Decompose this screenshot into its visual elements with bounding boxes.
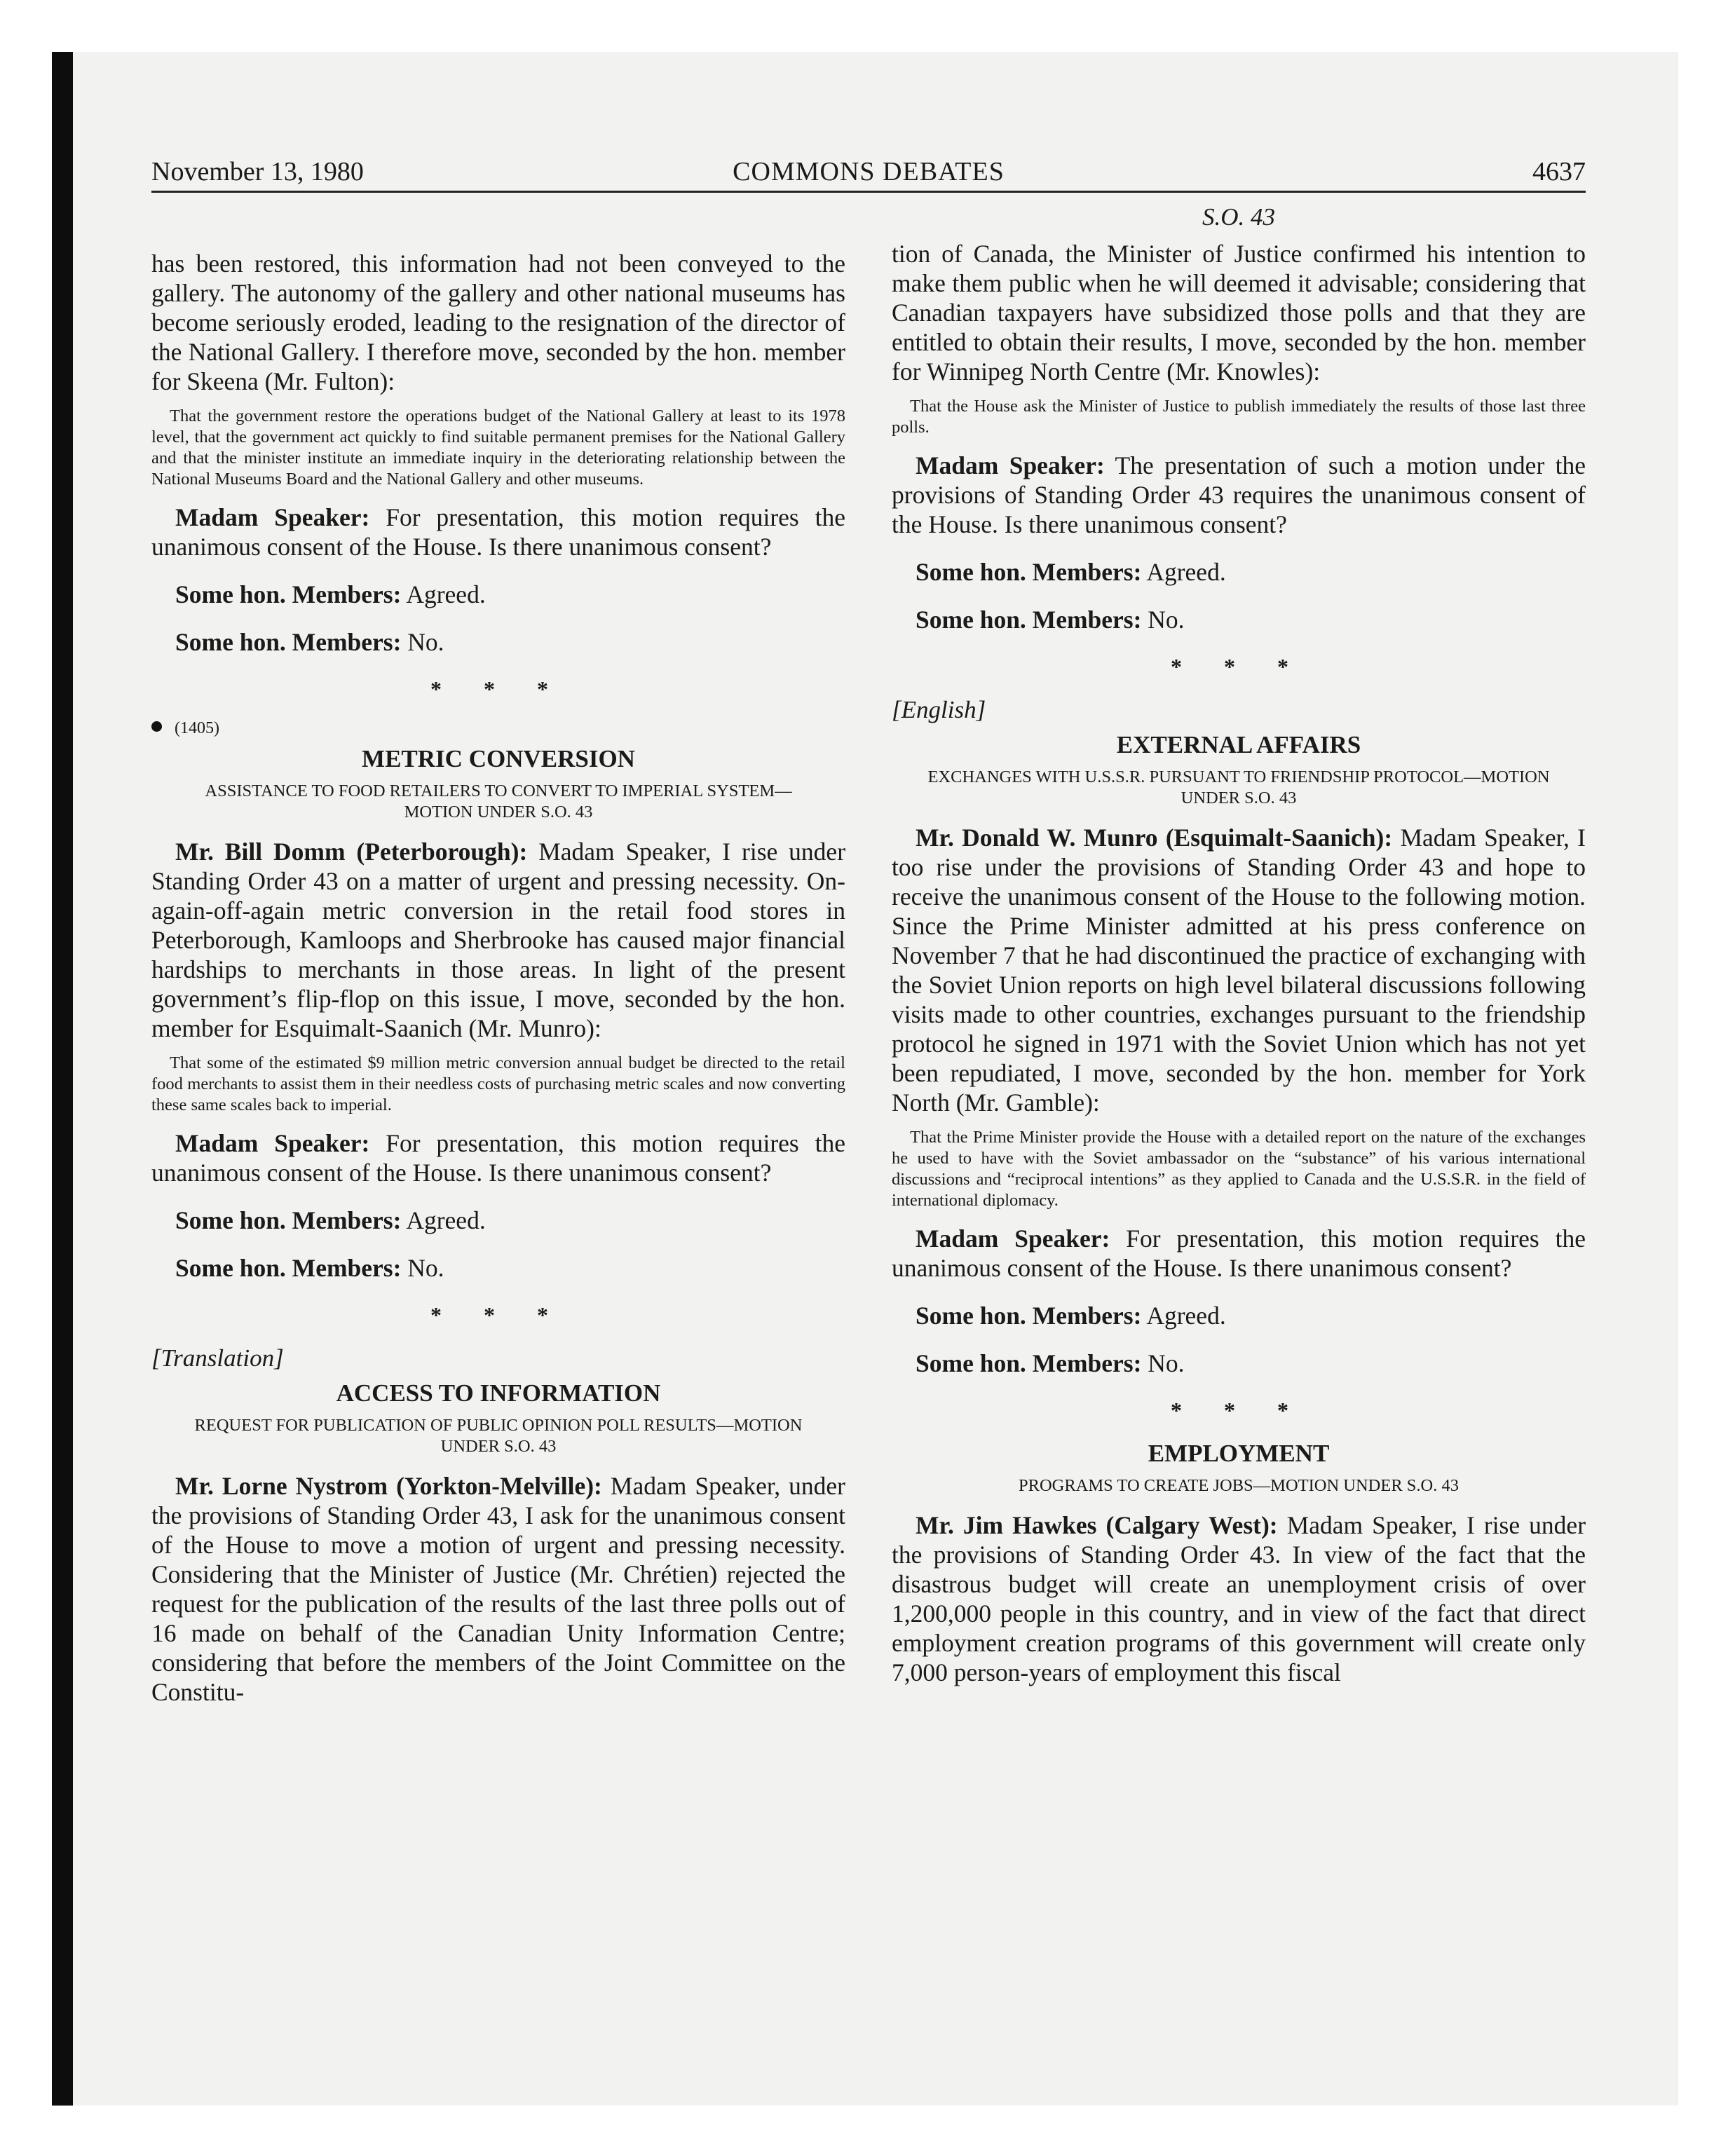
members-label: Some hon. Members: [916,1302,1142,1330]
members-label: Some hon. Members: [175,580,402,608]
speaker-text: The presentation of such a motion under the provisions of Standing Order 43 requires the unanimous consent of the House. Is there unanimous consent? [892,451,1586,538]
speech-text: Madam Speaker, under the provisions of Standing Order 43, I ask for the unanimous consent of the House to move a motion of urgent and pressing necessity. Considering that the Minister of Justice (Mr. Chrétien) rejected the request for the publication of the results of the last three polls out of 16 made on behalf of the Canadian Unity Information Centre; considering that before the members of the Joint Committee on the Constitu- [151,1472,846,1706]
vote-no [151,1253,845,1283]
speech-munro [892,823,1586,1117]
section-heading-metric: METRIC CONVERSION [362,745,635,772]
members-label: Some hon. Members: [916,606,1142,634]
header-date: November 13, 1980 [151,157,364,186]
page [151,156,1586,2048]
speaker-name: Madam Speaker: [175,503,370,531]
vote-agreed [151,1206,845,1235]
speech-text: Madam Speaker, I too rise under the provisions of Standing Order 43 and hope to receive the unanimous consent of the House to the following motion. Since the Prime Minister admitted at his press conference on November 7 that he had discontinued the practice of exchanging with the Soviet Union reports on high level bilateral discussions following visits made to other countries, exchanges pursuant to the friendship protocol he signed in 1971 with the Soviet Union which has not yet been repudiated, I move, seconded by the hon. member for York North (Mr. Gamble): [892,824,1586,1117]
scan-edge-bar [52,52,73,2106]
speaker-statement [892,451,1586,539]
speech-domm [151,837,845,1043]
speaker-name: Madam Speaker: [175,1129,370,1157]
section-subheading-employment: PROGRAMS TO CREATE JOBS—MOTION UNDER S.O. 43 [1018,1476,1460,1495]
left-column [151,249,845,1707]
speaker-text: For presentation, this motion requires the unanimous consent of the House. Is there unanimous consent? [151,503,845,561]
right-column [892,203,1586,1687]
language-marker: [English] [892,696,986,723]
speech-text: Madam Speaker, I rise under Standing Order 43 on a matter of urgent and pressing necessity. On-again-off-again metric conversion in the retail food stores in Peterborough, Kamloops and Sherbrooke has caused major financial hardships to merchants in those areas. In light of the present government’s flip-flop on this issue, I move, seconded by the hon. member for Esquimalt-Saanich (Mr. Munro): [151,838,846,1042]
speaker-statement [151,1128,845,1187]
standing-order-label: S.O. 43 [1202,203,1276,231]
vote-text: Agreed. [406,580,486,608]
vote-text: No. [1148,1349,1185,1377]
vote-text: No. [1148,606,1185,634]
speech-hawkes [892,1510,1586,1687]
motion-quote-gallery: That the government restore the operations budget of the National Gallery at least to its 1978 level, that the government act quickly to find suitable permanent premises for the National Gallery and that the minister institute an immediate inquiry in the deteriorating relationship between the National Museums Board and the National Gallery and other museums. [151,407,845,489]
members-label: Some hon. Members: [916,1349,1142,1377]
section-separator: * * * [430,676,566,702]
speaker-name: Mr. Lorne Nystrom (Yorkton-Melville): [175,1472,602,1500]
speaker-text: For presentation, this motion requires the unanimous consent of the House. Is there unanimous consent? [151,1129,845,1187]
section-subheading-metric: ASSISTANCE TO FOOD RETAILERS TO CONVERT TO IMPERIAL SYSTEM—MOTION UNDER S.O. 43 [205,782,792,821]
paragraph-opening: has been restored, this information had not been conveyed to the gallery. The autonomy of the gallery and other national museums has become seriously eroded, leading to the resignation of the director of the National Gallery. I therefore move, seconded by the hon. member for Skeena (Mr. Fulton): [151,250,845,395]
section-subheading-access: REQUEST FOR PUBLICATION OF PUBLIC OPINION POLL RESULTS—MOTION UNDER S.O. 43 [194,1416,803,1456]
speaker-name: Mr. Donald W. Munro (Esquimalt-Saanich): [916,824,1393,852]
running-head [151,156,1586,193]
vote-text: Agreed. [1146,558,1226,586]
section-heading-employment: EMPLOYMENT [1148,1440,1330,1467]
motion-quote-polls: That the House ask the Minister of Justice to publish immediately the results of those last three polls. [892,397,1586,437]
speech-nystrom [151,1471,845,1707]
vote-text: Agreed. [1146,1302,1226,1330]
vote-no [151,627,845,657]
time-stamp [151,718,845,739]
speaker-name: Mr. Jim Hawkes (Calgary West): [916,1511,1278,1539]
paragraph-continuation: tion of Canada, the Minister of Justice confirmed his intention to make them public when he will deemed it advisable; considering that Canadian taxpayers have subsidized those polls and that they are entitled to obtain their results, I move, seconded by the hon. member for Winnipeg North Centre (Mr. Knowles): [892,240,1586,386]
bullet-icon [151,721,162,732]
speaker-name: Mr. Bill Domm (Peterborough): [175,838,528,866]
speaker-name: Madam Speaker: [916,1224,1110,1253]
speaker-statement [151,503,845,561]
members-label: Some hon. Members: [916,558,1142,586]
section-heading-external: EXTERNAL AFFAIRS [1116,731,1361,758]
motion-quote-ussr: That the Prime Minister provide the House with a detailed report on the nature of the exchanges he used to have with the Soviet ambassador on the “substance” of his various international discussions and “reciprocal intentions” as they applied to Canada and the U.S.S.R. in the field of international diplomacy. [892,1128,1586,1210]
members-label: Some hon. Members: [175,628,402,656]
section-separator: * * * [430,1302,566,1328]
speech-text: Madam Speaker, I rise under the provisions of Standing Order 43. In view of the fact that the disastrous budget will create an unemployment crisis of over 1,200,000 people in this country, and in view of the fact that direct employment creation programs of this government will create only 7,000 person-years of employment this fiscal [892,1511,1586,1686]
vote-text: No. [407,1254,444,1282]
vote-no [892,1349,1586,1378]
time-stamp-text: (1405) [175,719,219,737]
vote-no [892,605,1586,634]
vote-agreed [151,580,845,609]
header-title: COMMONS DEBATES [733,157,1005,186]
language-marker: [Translation] [151,1344,284,1372]
speaker-name: Madam Speaker: [916,451,1105,479]
speaker-text: For presentation, this motion requires the unanimous consent of the House. Is there unanimous consent? [892,1224,1586,1282]
section-heading-access: ACCESS TO INFORMATION [336,1379,661,1407]
vote-agreed [892,557,1586,587]
section-subheading-external: EXCHANGES WITH U.S.S.R. PURSUANT TO FRIENDSHIP PROTOCOL—MOTION UNDER S.O. 43 [927,767,1550,807]
members-label: Some hon. Members: [175,1206,402,1234]
motion-quote-metric: That some of the estimated $9 million metric conversion annual budget be directed to the retail food merchants to assist them in their needless costs of purchasing metric scales and now converting these same scales back to imperial. [151,1053,845,1114]
section-separator: * * * [1171,1398,1307,1423]
header-page-number: 4637 [1532,157,1586,186]
vote-text: No. [407,628,444,656]
vote-agreed [892,1301,1586,1330]
speaker-statement [892,1224,1586,1283]
vote-text: Agreed. [406,1206,486,1234]
section-separator: * * * [1171,654,1307,679]
members-label: Some hon. Members: [175,1254,402,1282]
